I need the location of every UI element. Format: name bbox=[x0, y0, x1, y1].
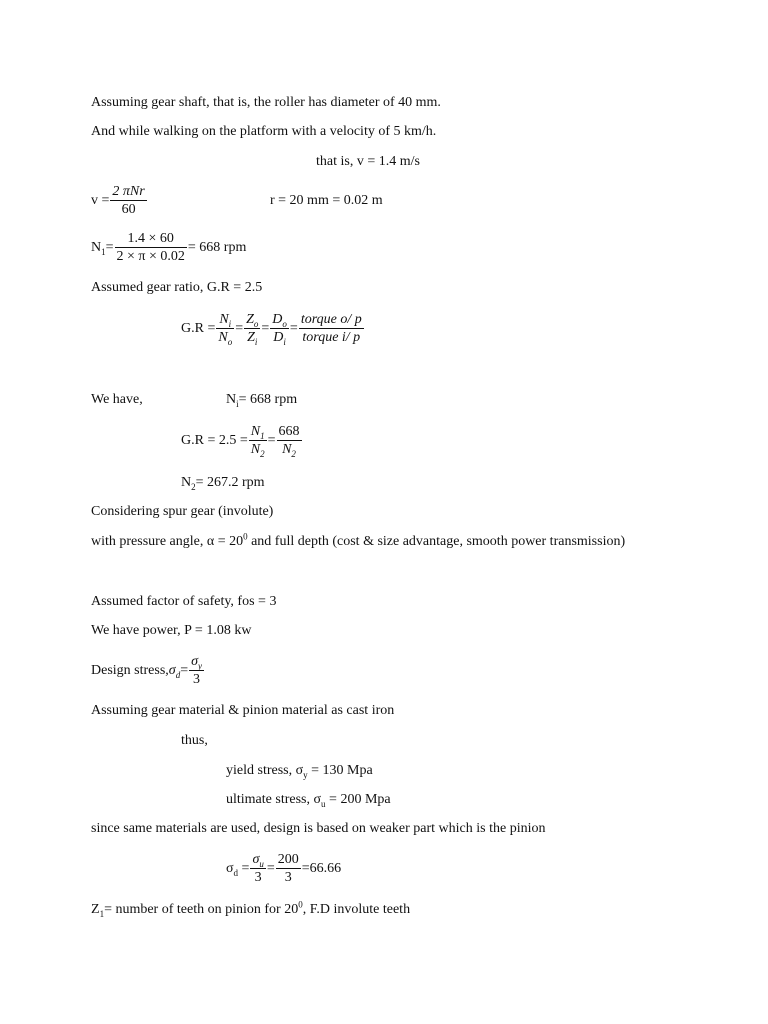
sd-fraction-sigma: $\frac{\sigma_u}{3}$ bbox=[252, 852, 264, 885]
n1-label: $N_1$ bbox=[91, 239, 106, 257]
line-ultimate-stress: ultimate stress, $\sigma_u = 200$ Mpa bbox=[226, 792, 391, 809]
line-material: Assuming gear material & pinion material as cast iron bbox=[91, 703, 395, 718]
equation-n1 bbox=[91, 230, 246, 265]
ni-equation: $N_i= 668$ rpm bbox=[226, 392, 298, 409]
design-stress-label: Design stress, bbox=[91, 662, 169, 678]
n1-fraction bbox=[115, 230, 187, 265]
equation-design-stress-value: $\sigma_d$ = $\frac{\sigma_u}{3}$ = $\frac{200}{3}$ =66.66 bbox=[226, 852, 342, 885]
velocity-fraction bbox=[110, 183, 146, 218]
n1-numerator: 1.4 × 60 bbox=[115, 230, 187, 248]
gr-fraction-n: $\frac{N_i}{N_o}$ bbox=[218, 312, 233, 347]
line-weaker-part: since same materials are used, design is based on weaker part which is the pinion bbox=[91, 821, 546, 836]
gr2-lhs: G.R = 2.5 = bbox=[181, 432, 248, 448]
gr2-fraction-n: $\frac{N_1}{N_2}$ bbox=[250, 424, 265, 459]
gr-equals-1: = bbox=[235, 320, 244, 336]
gr-fraction-torque: $\frac{\text{torque o/ p}}{\text{torque i/ p}}$ bbox=[300, 312, 362, 345]
equation-gear-ratio-values bbox=[181, 423, 303, 458]
n1-denominator: 2 × π × 0.02 bbox=[116, 249, 185, 264]
radius-equation: r = 20 mm = 0.02 m bbox=[270, 193, 383, 208]
gr-equals-2: = bbox=[261, 320, 270, 336]
line-teeth-on-pinion: $Z_1=$ number of teeth on pinion for $20^0$, F.D involute teeth bbox=[91, 899, 411, 919]
velocity-lhs: v = bbox=[91, 192, 110, 208]
velocity-numerator: 2 πNr bbox=[112, 184, 145, 199]
gr-fraction-d: $\frac{D_o}{D_i}$ bbox=[272, 312, 287, 347]
equation-velocity bbox=[91, 183, 148, 218]
line-yield-stress: yield stress, $\sigma_y = 130$ Mpa bbox=[226, 763, 373, 780]
line-velocity-value: that is, v = 1.4 m/s bbox=[316, 154, 420, 169]
line-pressure-angle: with pressure angle, $\alpha = 20^0$ and full depth (cost & size advantage, smooth power transmission) bbox=[91, 531, 626, 549]
gr2-fraction-668: $\frac{668}{N_2}$ bbox=[278, 424, 300, 459]
line-gear-ratio-assumed: Assumed gear ratio, G.R = 2.5 bbox=[91, 280, 263, 295]
line-power: We have power, P = 1.08 kw bbox=[91, 623, 252, 638]
line-spur-gear: Considering spur gear (involute) bbox=[91, 504, 274, 519]
line-factor-of-safety: Assumed factor of safety, fos = 3 bbox=[91, 594, 277, 609]
we-have-label: We have, bbox=[91, 392, 143, 407]
velocity-denominator: 60 bbox=[121, 202, 136, 217]
gr2-equals: = bbox=[267, 432, 276, 448]
gr-fraction-z: $\frac{Z_o}{Z_i}$ bbox=[246, 312, 259, 347]
sd-fraction-200: $\frac{200}{3}$ bbox=[277, 852, 299, 885]
n2-equation: $N_2= 267.2$ rpm bbox=[181, 475, 265, 492]
line-thus: thus, bbox=[181, 733, 208, 748]
line-gear-shaft: Assuming gear shaft, that is, the roller has diameter of 40 mm. bbox=[91, 95, 441, 110]
design-stress-fraction: $\frac{\sigma_y}{3}$ bbox=[191, 654, 202, 687]
gr-lhs: G.R = bbox=[181, 320, 216, 336]
n1-equals: = bbox=[105, 239, 114, 255]
sd-result: =66.66 bbox=[301, 860, 342, 876]
n1-result: = 668 rpm bbox=[187, 239, 247, 255]
equation-gear-ratio bbox=[181, 311, 365, 346]
equation-design-stress: Design stress, $\sigma_d$ = $\frac{\sigma_y}{3}$ bbox=[91, 654, 202, 687]
gr-equals-3: = bbox=[289, 320, 298, 336]
line-walking-velocity: And while walking on the platform with a velocity of 5 km/h. bbox=[91, 124, 437, 139]
